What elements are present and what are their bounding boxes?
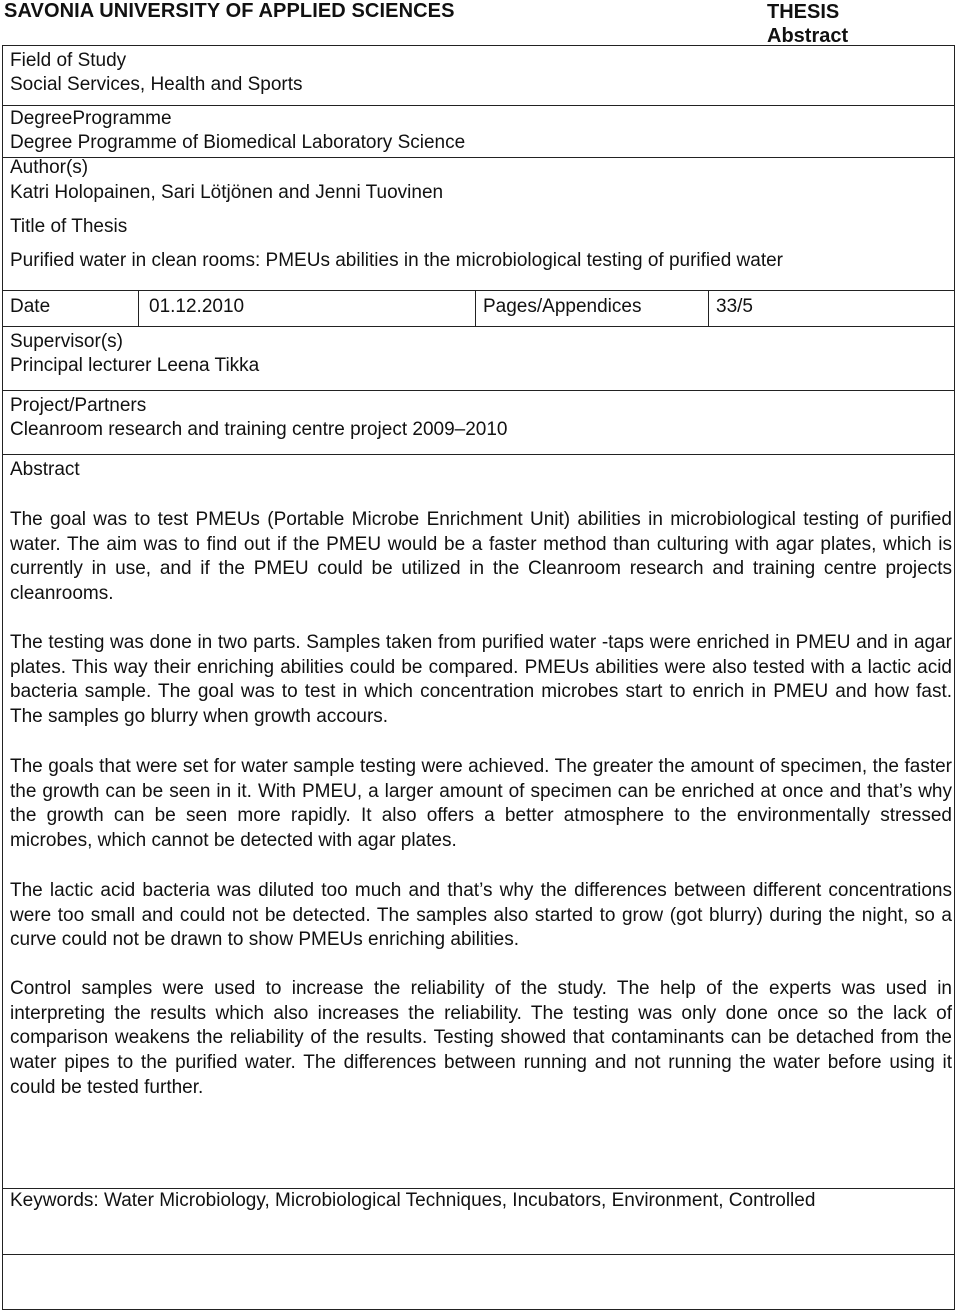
- document-type-label: THESIS: [767, 1, 840, 23]
- divider: [2, 290, 955, 291]
- document-type: [767, 0, 848, 48]
- divider: [2, 105, 955, 106]
- thesis-title-value: Purified water in clean rooms: PMEUs abilities in the microbiological testing of purified water: [10, 250, 784, 271]
- divider: [2, 1254, 955, 1255]
- abstract-label: Abstract: [10, 459, 80, 480]
- keywords: Keywords: Water Microbiology, Microbiological Techniques, Incubators, Environment, Controlled: [10, 1190, 816, 1211]
- abstract-paragraph: The testing was done in two parts. Samples taken from purified water -taps were enriched in PMEU and in agar plates. This way their enriching abilities could be compared. PMEUs abilities were also tested with a lactic acid bacteria sample. The goal was to test in which concentration microbes start to enrich in PMEU and how fast. The samples go blurry when growth accours.: [10, 632, 952, 728]
- field-of-study-label: Field of Study: [10, 50, 127, 71]
- supervisors-label: Supervisor(s): [10, 331, 123, 352]
- project-value: Cleanroom research and training centre project 2009–2010: [10, 419, 508, 440]
- divider: [2, 157, 955, 158]
- abstract-paragraph: The lactic acid bacteria was diluted too much and that’s why the differences between different concentrations were too small and could not be detected. The samples also started to grow (got blurry) during the night, so a curve could not be drawn to show PMEUs enriching abilities.: [10, 880, 952, 951]
- authors-value: Katri Holopainen, Sari Lötjönen and Jenni Tuovinen: [10, 182, 444, 203]
- date-column-divider: [138, 290, 139, 326]
- thesis-title-label: Title of Thesis: [10, 216, 128, 237]
- date-value: 01.12.2010: [149, 296, 245, 317]
- pages-label: Pages/Appendices: [483, 296, 642, 317]
- pages-value: 33/5: [716, 296, 753, 317]
- pages-column-divider: [475, 290, 476, 326]
- institution-name: SAVONIA UNIVERSITY OF APPLIED SCIENCES: [4, 0, 455, 22]
- date-label: Date: [10, 296, 51, 317]
- abstract-paragraph: Control samples were used to increase the reliability of the study. The help of the experts was used in interpreting the results which also increases the reliability. The testing was only done once so the lack of comparison weakens the reliability of the results. Testing showed that contaminants can be detached from the water pipes to the purified water. The differences between running and not running the water before using it could be tested further.: [10, 978, 952, 1098]
- divider: [2, 454, 955, 455]
- document-subtype-label: Abstract: [767, 25, 849, 47]
- degree-programme-label: DegreeProgramme: [10, 108, 172, 129]
- divider: [2, 390, 955, 391]
- abstract-paragraph: The goals that were set for water sample testing were achieved. The greater the amount of specimen, the faster the growth can be seen in it. With PMEU, a larger amount of specimen can be enriched at once and that’s why the growth can be seen more rapidly. It also offers a better atmosphere to the environmentally stressed microbes, which cannot be detected with agar plates.: [10, 756, 952, 852]
- supervisors-value: Principal lecturer Leena Tikka: [10, 355, 260, 376]
- field-of-study-value: Social Services, Health and Sports: [10, 74, 303, 95]
- abstract-paragraph: The goal was to test PMEUs (Portable Microbe Enrichment Unit) abilities in microbiological testing of purified water. The aim was to find out if the PMEU would be a faster method than culturing with agar plates, which is currently in use, and if the PMEU could be utilized in the Cleanroom research and training centre projects cleanrooms.: [10, 509, 952, 605]
- project-label: Project/Partners: [10, 395, 147, 416]
- authors-label: Author(s): [10, 157, 89, 178]
- degree-programme-value: Degree Programme of Biomedical Laboratory Science: [10, 132, 466, 153]
- divider: [2, 326, 955, 327]
- pages-value-divider: [708, 290, 709, 326]
